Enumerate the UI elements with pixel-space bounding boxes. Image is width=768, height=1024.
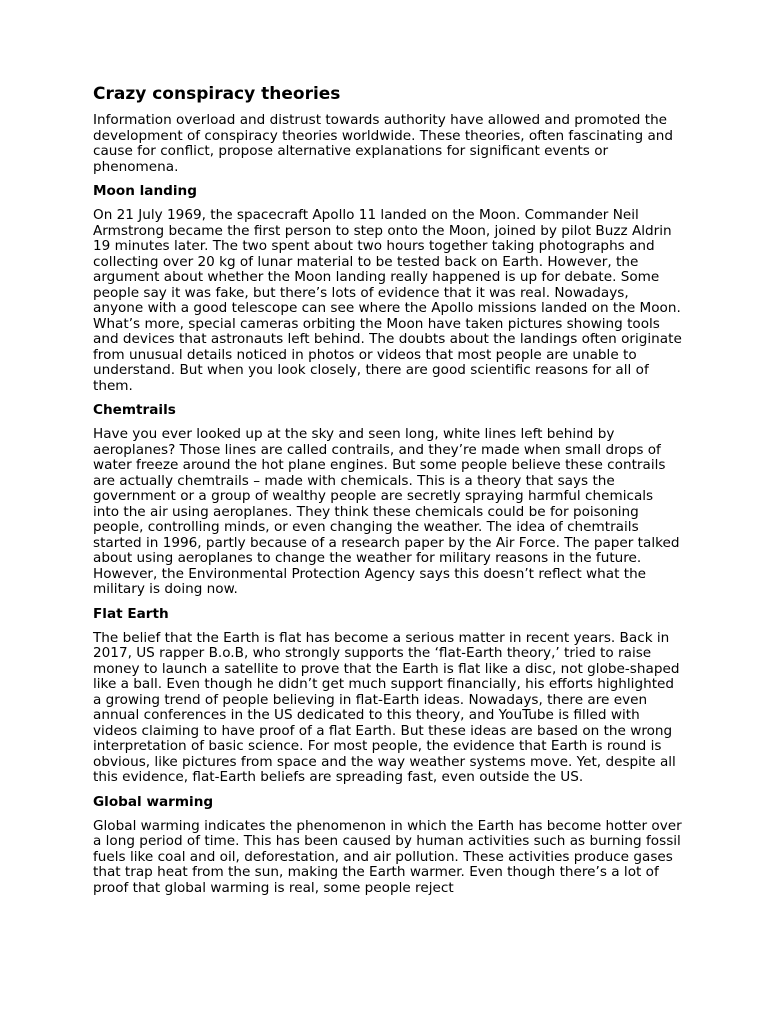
intro-paragraph: Information overload and distrust towards authority have allowed and promoted the development of conspiracy theories worldwide. These theories, often fascinating and cause for conflict, propose alternative explanations for significant events or phenomena. xyxy=(93,112,674,175)
section-body-moon-landing: On 21 July 1969, the spacecraft Apollo 11 landed on the Moon. Commander Neil Armstrong became the first person to step onto the Moon, joined by pilot Buzz Aldrin 19 minutes later. The two spent about two hours together taking photographs and collecting over 20 kg of lunar material to be tested back on Earth. However, the argument about whether the Moon landing really happened is up for debate. Some people say it was fake, but there’s lots of evidence that it was real. Nowadays, anyone with a good telescope can see where the Apollo missions landed on the Moon. What’s more, special cameras orbiting the Moon have taken pictures showing tools and devices that astronauts left behind. The doubts about the landings often originate from unusual details noticed in photos or videos that most people are unable to understand. But when you look closely, there are good scientific reasons for all of them. xyxy=(93,207,682,394)
section-body-flat-earth: The belief that the Earth is flat has become a serious matter in recent years. Back in 2017, US rapper B.o.B, who strongly supports the ‘flat-Earth theory,’ tried to raise money to launch a satellite to prove that the Earth is flat like a disc, not globe-shaped like a ball. Even though he didn’t get much support financially, his efforts highlighted a growing trend of people believing in flat-Earth ideas. Nowadays, there are even annual conferences in the US dedicated to this theory, and YouTube is filled with videos claiming to have proof of a flat Earth. But these ideas are based on the wrong interpretation of basic science. For most people, the evidence that Earth is round is obvious, like pictures from space and the way weather systems move. Yet, despite all this evidence, flat-Earth beliefs are spreading fast, even outside the US. xyxy=(93,629,680,785)
section-body-global-warming: Global warming indicates the phenomenon in which the Earth has become hotter over a long period of time. This has been caused by human activities such as burning fossil fuels like coal and oil, deforestation, and air pollution. These activities produce gases that trap heat from the sun, making the Earth warmer. Even though there’s a lot of proof that global warming is real, some people reject xyxy=(93,817,682,896)
section-heading-global-warming: Global warming xyxy=(93,793,214,810)
section-heading-chemtrails: Chemtrails xyxy=(93,402,176,418)
document-page xyxy=(93,84,683,904)
document-title: Crazy conspiracy theories xyxy=(93,84,341,104)
section-body-chemtrails: Have you ever looked up at the sky and seen long, white lines left behind by aeroplanes? Those lines are called contrails, and they’re made when small drops of water freeze around the hot plane engines. But some people believe these contrails are actually chemtrails – made with chemicals. This is a theory that says the government or a group of wealthy people are secretly spraying harmful chemicals into the air using aeroplanes. They think these chemicals could be for poisoning people, controlling minds, or even changing the weather. The idea of chemtrails started in 1996, partly because of a research paper by the Air Force. The paper talked about using aeroplanes to change the weather for military reasons in the future. However, the Environmental Protection Agency says this doesn’t reflect what the military is doing now. xyxy=(93,426,680,597)
section-heading-moon-landing: Moon landing xyxy=(93,183,197,199)
section-heading-flat-earth: Flat Earth xyxy=(93,605,169,622)
